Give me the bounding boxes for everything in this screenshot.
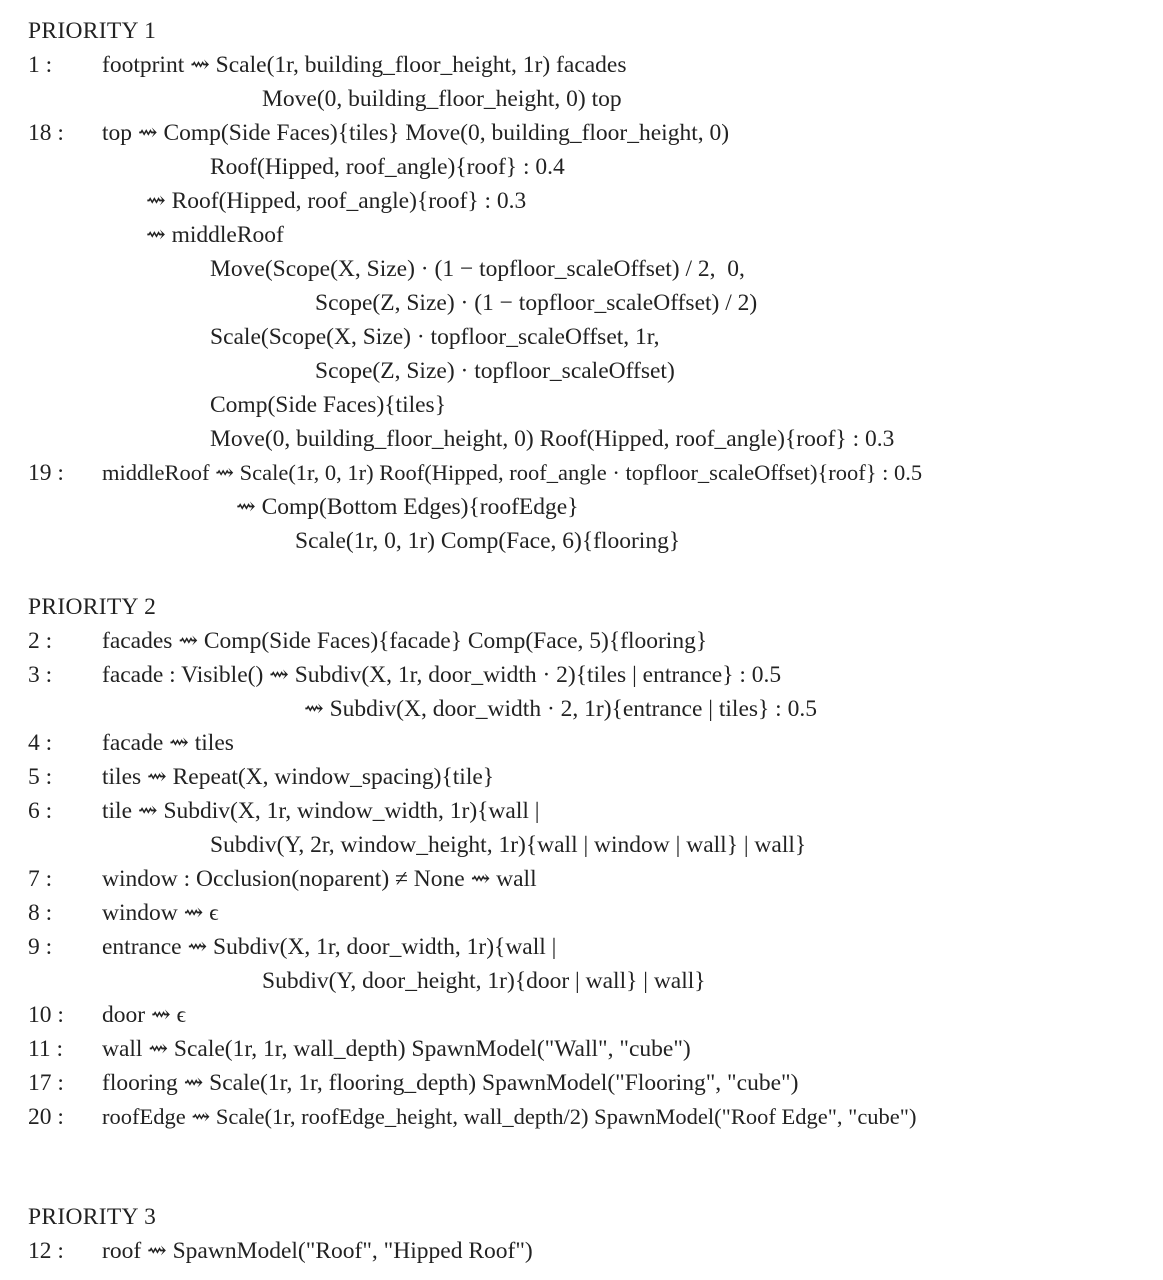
- rule-number: 8 :: [28, 900, 53, 926]
- rule-line: Subdiv(Y, door_height, 1r){door | wall} | wall}: [262, 968, 706, 994]
- rule-line: ⇝ Roof(Hipped, roof_angle){roof} : 0.3: [146, 188, 527, 214]
- rule-number: 12 :: [28, 1238, 64, 1264]
- rule-line: door ⇝ ϵ: [102, 1002, 187, 1028]
- rule-line: Scope(Z, Size) · (1 − topfloor_scaleOffset) / 2): [315, 290, 758, 316]
- rule-line: Scale(1r, 0, 1r) Comp(Face, 6){flooring}: [295, 528, 681, 554]
- rule-line: Roof(Hipped, roof_angle){roof} : 0.4: [210, 154, 565, 180]
- rule-line: ⇝ middleRoof: [146, 222, 284, 248]
- rule-line: Subdiv(Y, 2r, window_height, 1r){wall | window | wall} | wall}: [210, 832, 807, 858]
- rule-number: 7 :: [28, 866, 53, 892]
- rule-line: entrance ⇝ Subdiv(X, 1r, door_width, 1r){wall |: [102, 934, 557, 960]
- rule-line: flooring ⇝ Scale(1r, 1r, flooring_depth) SpawnModel("Flooring", "cube"): [102, 1070, 799, 1096]
- rule-line: middleRoof ⇝ Scale(1r, 0, 1r) Roof(Hipped, roof_angle · topfloor_scaleOffset){roof} : 0.5: [102, 460, 923, 485]
- rule-number: 4 :: [28, 730, 53, 756]
- rule-line: ⇝ Subdiv(X, door_width · 2, 1r){entrance | tiles} : 0.5: [304, 696, 817, 722]
- rule-line: window ⇝ ϵ: [102, 900, 219, 926]
- rule-number: 1 :: [28, 52, 53, 78]
- rule-number: 11 :: [28, 1036, 64, 1062]
- rule-line: window : Occlusion(noparent) ≠ None ⇝ wall: [102, 866, 537, 892]
- rule-number: 5 :: [28, 764, 53, 790]
- section-heading: PRIORITY 2: [28, 594, 157, 620]
- rule-line: Scope(Z, Size) · topfloor_scaleOffset): [315, 358, 675, 384]
- rule-number: 19 :: [28, 460, 64, 486]
- rule-number: 18 :: [28, 120, 64, 146]
- rule-line: wall ⇝ Scale(1r, 1r, wall_depth) SpawnModel("Wall", "cube"): [102, 1036, 691, 1062]
- rule-number: 9 :: [28, 934, 53, 960]
- rule-line: Scale(Scope(X, Size) · topfloor_scaleOffset, 1r,: [210, 324, 660, 350]
- rule-line: roofEdge ⇝ Scale(1r, roofEdge_height, wall_depth/2) SpawnModel("Roof Edge", "cube"): [102, 1104, 917, 1129]
- rule-line: footprint ⇝ Scale(1r, building_floor_height, 1r) facades: [102, 52, 627, 78]
- rule-number: 20 :: [28, 1104, 64, 1130]
- rule-line: roof ⇝ SpawnModel("Roof", "Hipped Roof"): [102, 1238, 533, 1264]
- rule-line: facade : Visible() ⇝ Subdiv(X, 1r, door_width · 2){tiles | entrance} : 0.5: [102, 662, 782, 688]
- rule-number: 3 :: [28, 662, 53, 688]
- rule-line: ⇝ Comp(Bottom Edges){roofEdge}: [236, 494, 579, 520]
- rule-number: 6 :: [28, 798, 53, 824]
- section-heading: PRIORITY 3: [28, 1204, 157, 1230]
- rule-line: top ⇝ Comp(Side Faces){tiles} Move(0, building_floor_height, 0): [102, 120, 730, 146]
- rule-line: tile ⇝ Subdiv(X, 1r, window_width, 1r){wall |: [102, 798, 540, 824]
- rule-line: Move(0, building_floor_height, 0) Roof(Hipped, roof_angle){roof} : 0.3: [210, 426, 895, 452]
- rule-line: Move(0, building_floor_height, 0) top: [262, 86, 622, 112]
- rule-line: Move(Scope(X, Size) · (1 − topfloor_scaleOffset) / 2, 0,: [210, 256, 745, 282]
- rule-line: Comp(Side Faces){tiles}: [210, 392, 446, 418]
- rule-line: facades ⇝ Comp(Side Faces){facade} Comp(Face, 5){flooring}: [102, 628, 708, 654]
- rule-line: facade ⇝ tiles: [102, 730, 234, 756]
- rule-number: 17 :: [28, 1070, 64, 1096]
- rule-number: 10 :: [28, 1002, 64, 1028]
- rule-line: tiles ⇝ Repeat(X, window_spacing){tile}: [102, 764, 495, 790]
- section-heading: PRIORITY 1: [28, 18, 157, 44]
- rule-number: 2 :: [28, 628, 53, 654]
